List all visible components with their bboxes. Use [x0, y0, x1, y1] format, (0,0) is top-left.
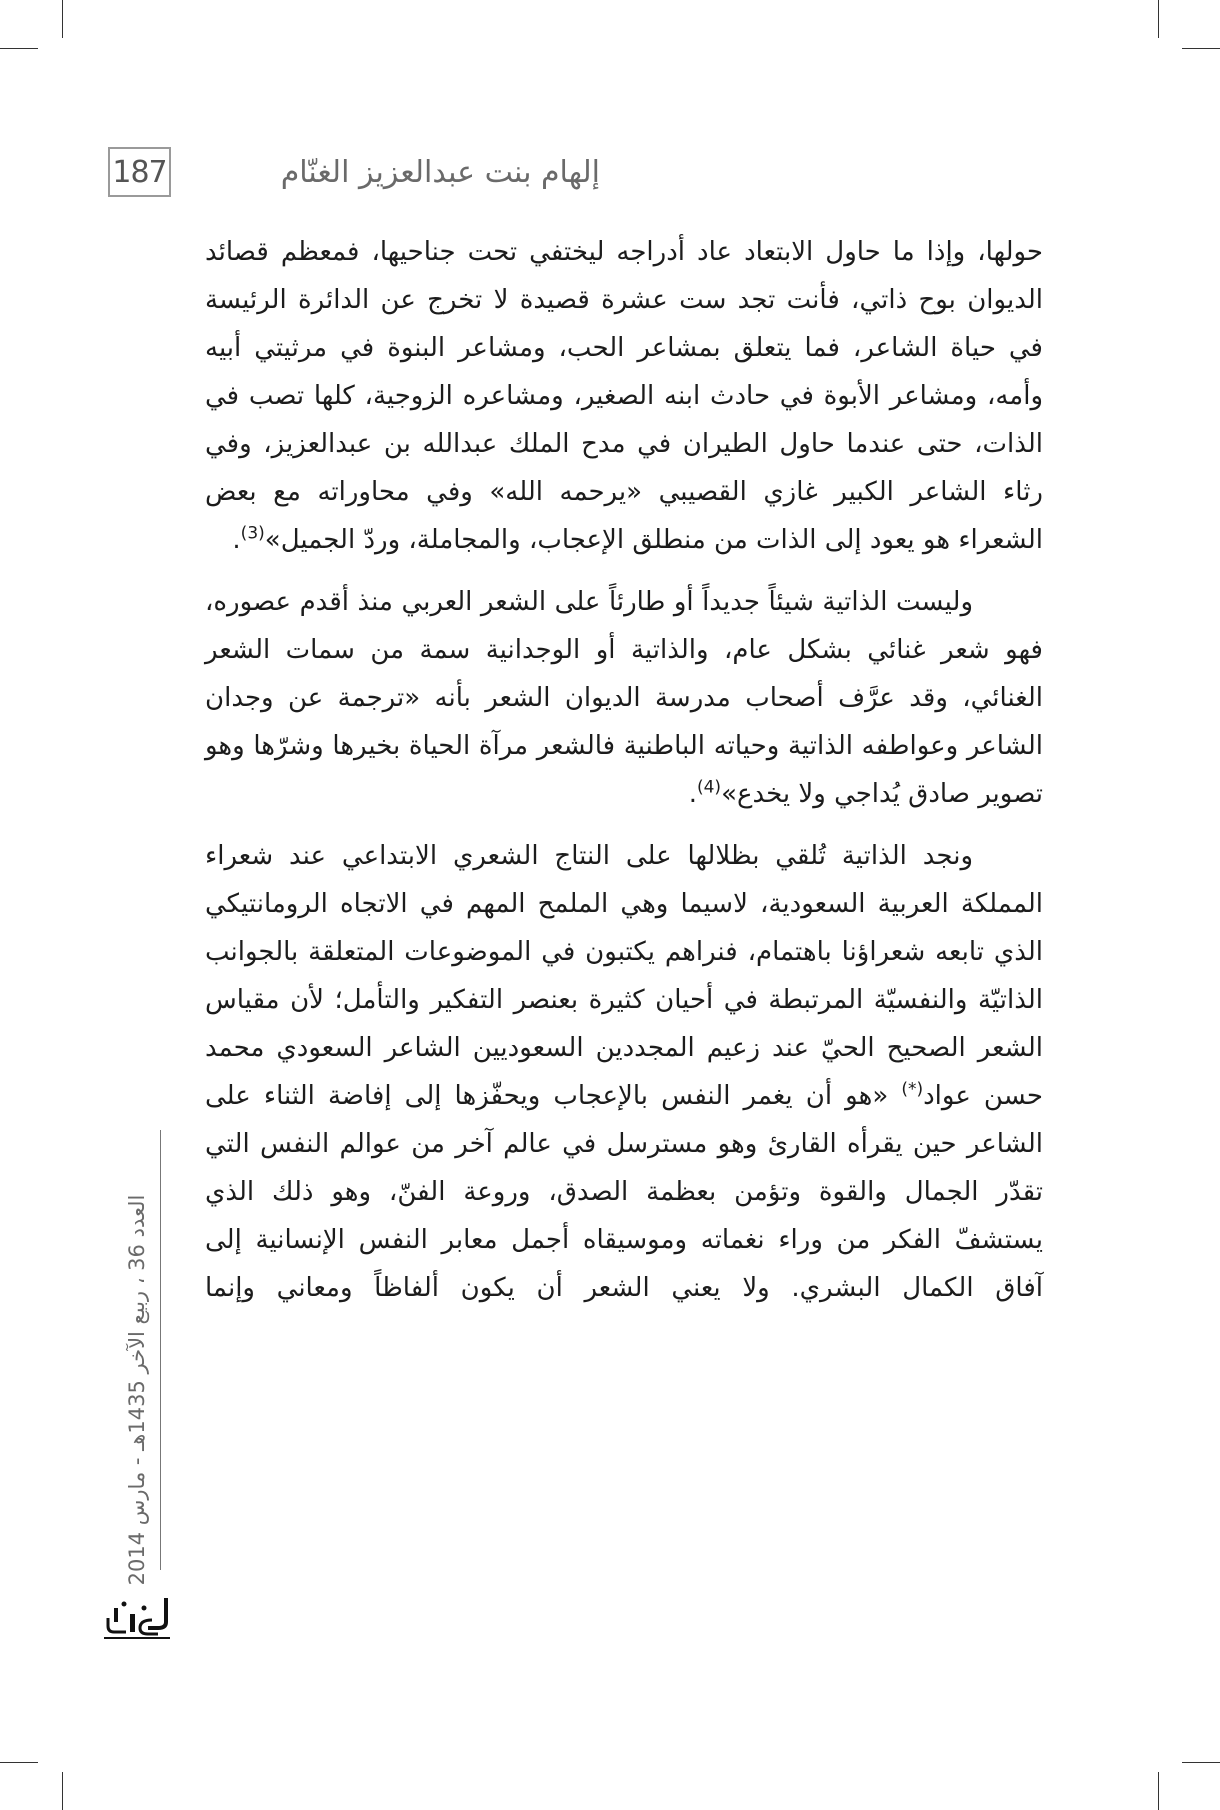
paragraph-1-text: حولها، وإذا ما حاول الابتعاد عاد أدراجه ليختفي تحت جناحيها، فمعظم قصائد الديوان بوح ذاتي، فأنت تجد ست عشرة قصيدة لا تخرج عن الدائرة الرئيسة في حياة الشاعر، فما يتعلق بمشاعر الحب، ومشاعر البنوة في مرثيتي أبيه وأمه، ومشاعر الأبوة في حادث ابنه الصغير، ومشاعره الزوجية، كلها تصب في الذات، حتى عندما حاول الطيران في مدح الملك عبدالله بن عبدالعزيز، وفي رثاء الشاعر الكبير غازي القصيبي «يرحمه الله» وفي محاوراته مع بعض الشعراء هو يعود إلى الذات من منطلق الإعجاب، والمجاملة، وردّ الجميل»	[205, 237, 1043, 555]
paragraph-3	[205, 832, 1043, 1312]
running-head-author: إلهام بنت عبدالعزيز الغنّام	[280, 155, 600, 190]
side-divider	[160, 1130, 161, 1570]
crop-mark-bottom-right-v	[1158, 1772, 1159, 1810]
crop-mark-top-right-h	[1182, 48, 1220, 49]
paragraph-1	[205, 228, 1043, 564]
crop-mark-top-left-h	[0, 48, 38, 49]
paragraph-2-text: وليست الذاتية شيئاً جديداً أو طارئاً على الشعر العربي منذ أقدم عصوره، فهو شعر غنائي بشكل عام، والذاتية أو الوجدانية سمة من سمات الشعر الغنائي، وقد عرَّف أصحاب مدرسة الديوان الشعر بأنه «ترجمة عن وجدان الشاعر وعواطفه الذاتية وحياته الباطنية فالشعر مرآة الحياة بخيرها وشرّها وهو تصوير صادق يُداجي ولا يخدع»	[205, 587, 1043, 809]
crop-mark-bottom-left-h	[0, 1762, 38, 1763]
paragraph-1-tail: .	[232, 525, 241, 555]
footnote-ref-3: (3)	[240, 523, 265, 544]
crop-mark-top-right-v	[1158, 0, 1159, 38]
crop-mark-top-left-v	[62, 0, 63, 38]
crop-mark-bottom-left-v	[62, 1772, 63, 1810]
footnote-ref-star: (*)	[901, 1079, 924, 1100]
paragraph-3-text: ونجد الذاتية تُلقي بظلالها على النتاج الشعري الابتداعي عند شعراء المملكة العربية السعودية، لاسيما وهي الملمح المهم في الاتجاه الرومانتيكي الذي تابعه شعراؤنا باهتمام، فنراهم يكتبون في الموضوعات المتعلقة بالجوانب الذاتيّة والنفسيّة المرتبطة في أحيان كثيرة بعنصر التفكير والتأمل؛ لأن مقياس الشعر الصحيح الحيّ عند زعيم المجددين السعوديين الشاعر السعودي محمد حسن عواد	[205, 841, 1043, 1111]
footnote-ref-4: (4)	[696, 777, 722, 798]
article-body	[205, 228, 1043, 1312]
journal-logo	[100, 1590, 172, 1640]
page-number: 187	[108, 147, 171, 197]
paragraph-3-tail: «هو أن يغمر النفس بالإعجاب ويحفّزها إلى إفاضة الثناء على الشاعر حين يقرأه القارئ وهو مسترسل في عالم آخر من عوالم النفس التي تقدّر الجمال والقوة وتؤمن بعظمة الصدق، وروعة الفنّ، وهو ذلك الذي يستشفّ الفكر من وراء نغماته وموسيقاه أجمل معابر النفس الإنسانية إلى آفاق الكمال البشري. ولا يعني الشعر أن يكون ألفاظاً ومعاني وإنما	[205, 1081, 1043, 1303]
issue-caption: العدد 36 ، ربيع الآخر 1435هـ - مارس 2014	[125, 1194, 149, 1586]
paragraph-2	[205, 578, 1043, 818]
crop-mark-bottom-right-h	[1182, 1762, 1220, 1763]
paragraph-2-tail: .	[688, 779, 697, 809]
